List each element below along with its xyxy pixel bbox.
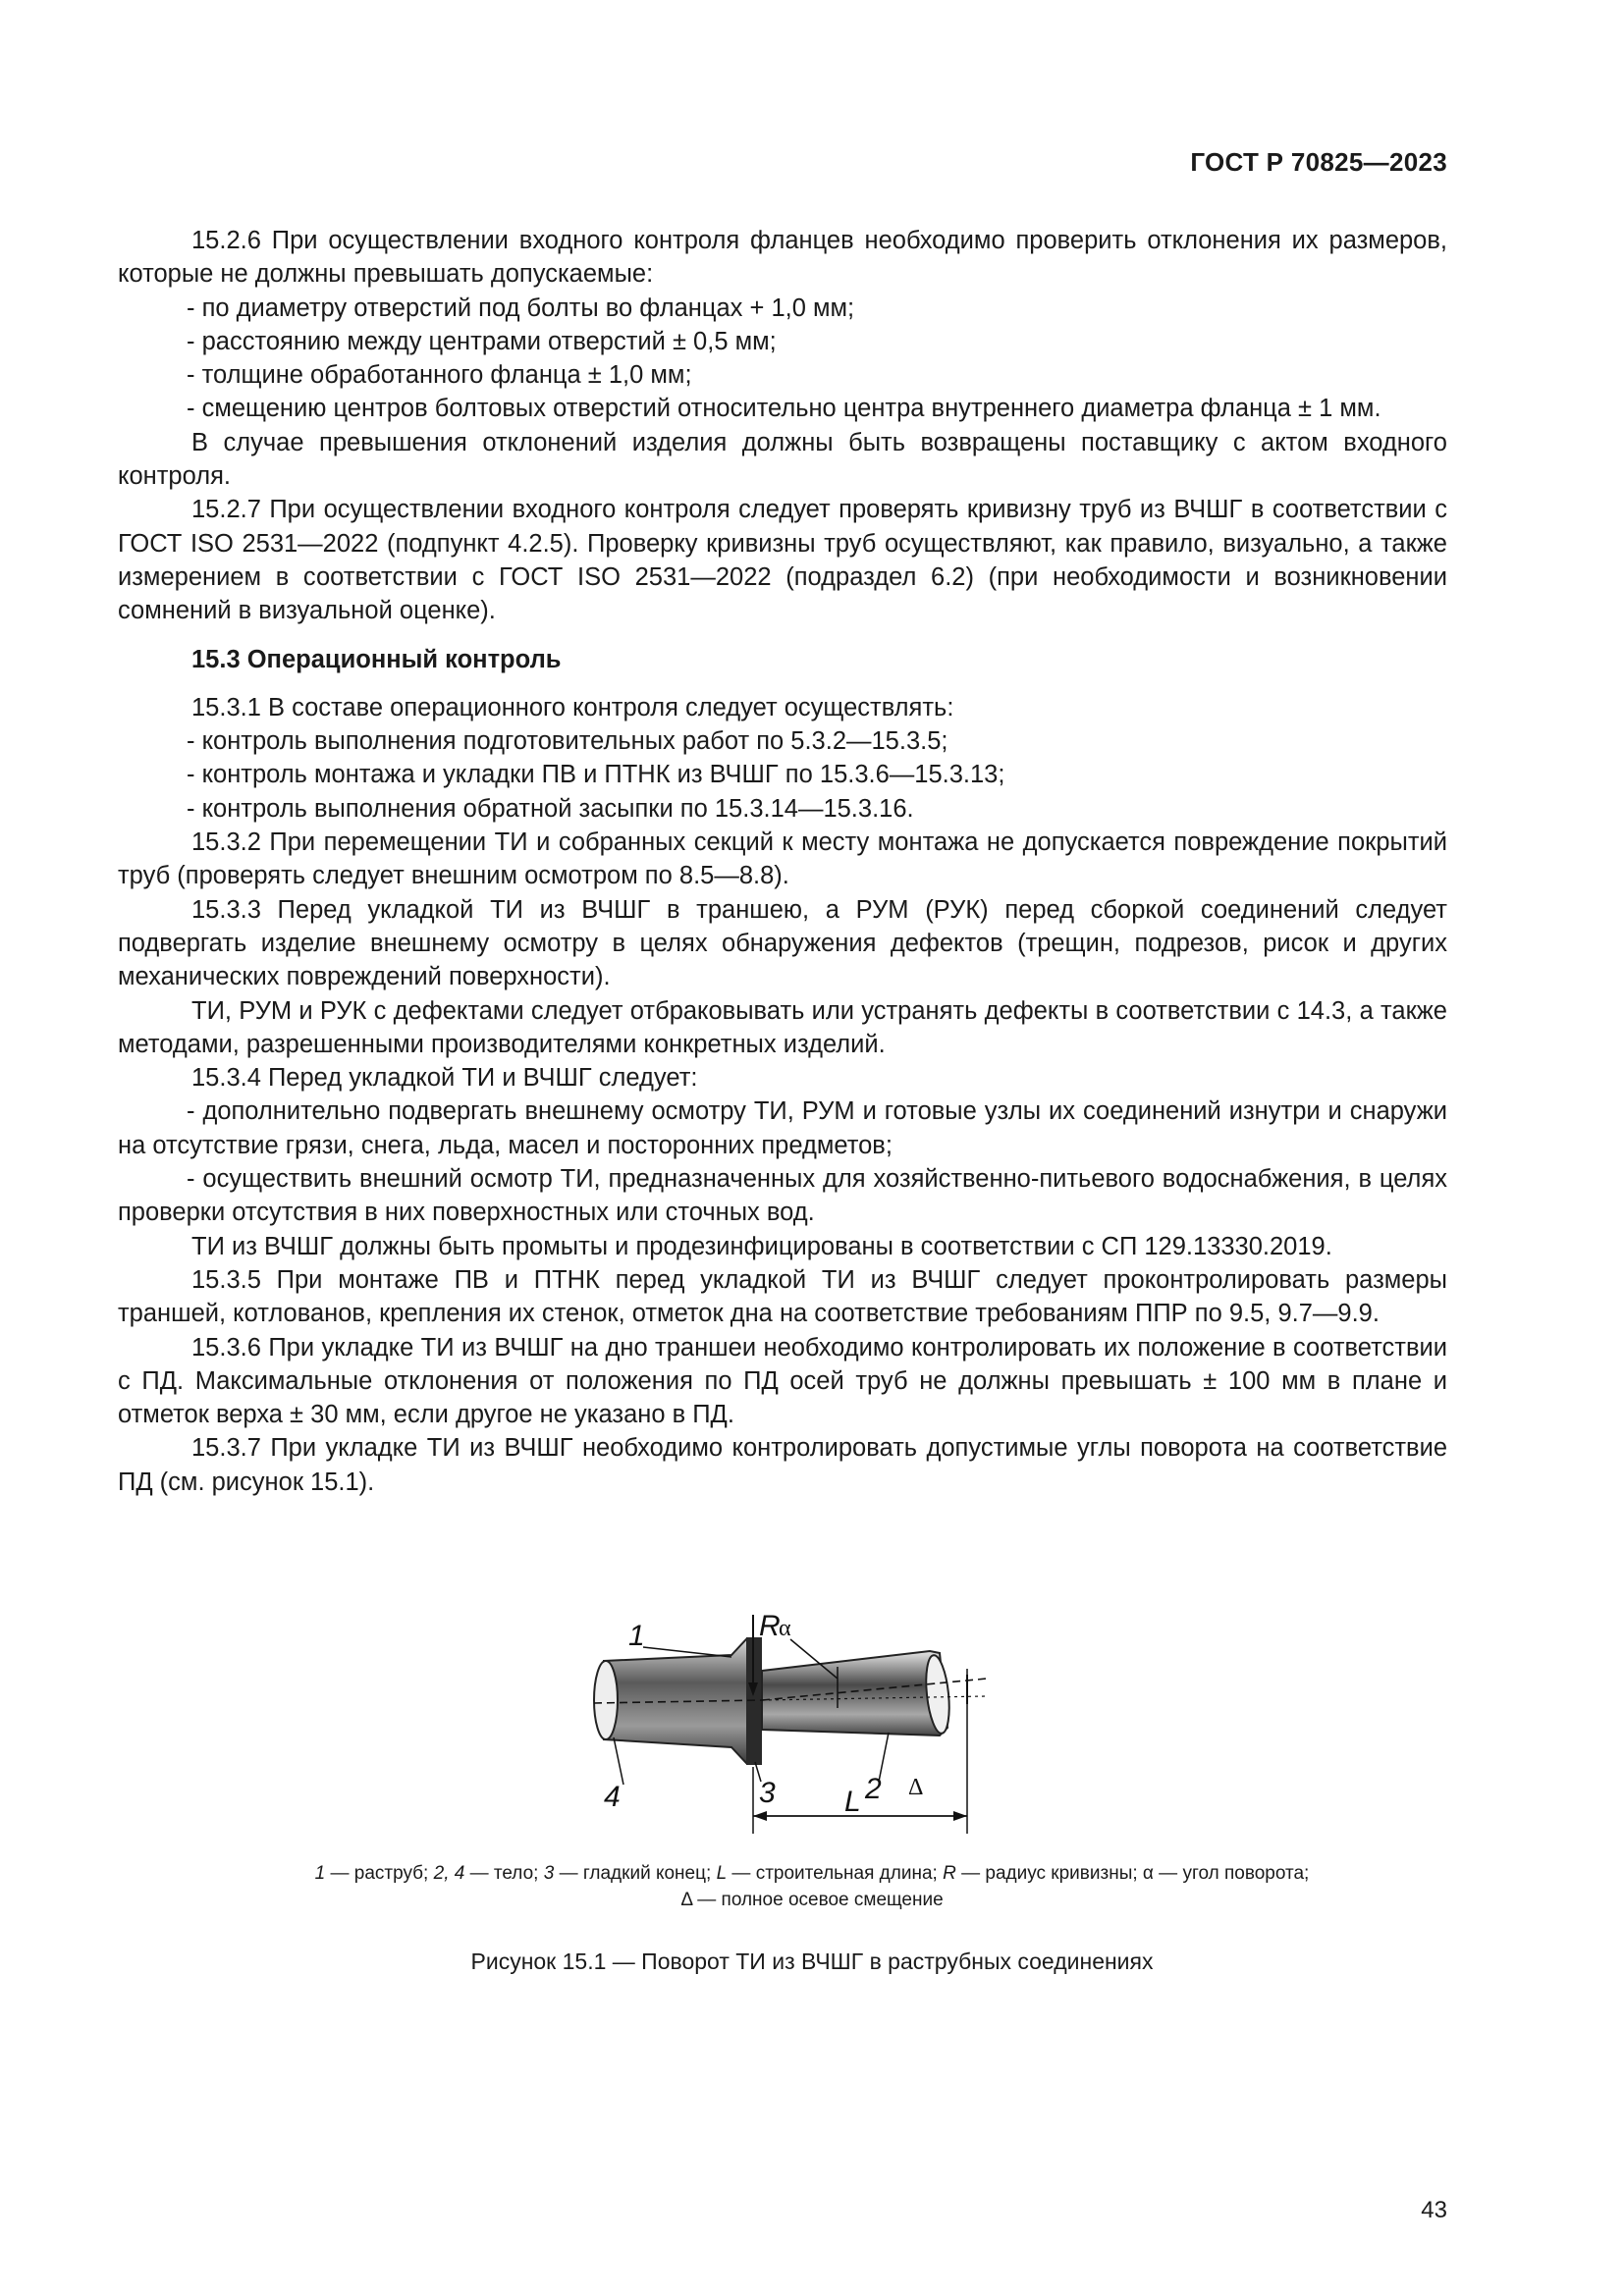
legend-key: 1 bbox=[314, 1863, 326, 1884]
figure-legend bbox=[118, 1860, 1506, 1913]
figure-label-r: R bbox=[759, 1610, 781, 1642]
figure-label-2: 2 bbox=[865, 1773, 882, 1805]
legend-key: R bbox=[943, 1863, 956, 1884]
pipe-open-end bbox=[594, 1661, 618, 1739]
figure-label-4: 4 bbox=[604, 1781, 621, 1813]
list-item: - осуществить внешний осмотр ТИ, предназначенных для хозяйственно-питьевого водоснабжения, в целях проверки отсутствия в них поверхностных или сточных вод. bbox=[118, 1165, 1447, 1227]
figure-label-delta: Δ bbox=[908, 1775, 924, 1800]
length-arrow-right bbox=[953, 1811, 967, 1821]
list-item: - контроль выполнения обратной засыпки по 15.3.14—15.3.16. bbox=[187, 794, 914, 823]
paragraph-15-3-2: 15.3.2 При перемещении ТИ и собранных секций к месту монтажа не допускается повреждение покрытий труб (проверять следует внешним осмотром по 8.5—8.8). bbox=[118, 828, 1447, 890]
paragraph-15-3-5: 15.3.5 При монтаже ПВ и ПТНК перед укладкой ТИ из ВЧШГ следует проконтролировать размеры траншей, котлованов, крепления их стенок, отметок дна на соответствие требованиям ППР по 9.5, 9.7—9.9. bbox=[118, 1265, 1447, 1328]
paragraph-15-3-7: 15.3.7 При укладке ТИ из ВЧШГ необходимо контролировать допустимые углы поворота на соответствие ПД (см. рисунок 15.1). bbox=[118, 1434, 1447, 1496]
length-arrow-left bbox=[753, 1811, 767, 1821]
figure-15-1 bbox=[584, 1610, 997, 1836]
legend-key: Δ bbox=[680, 1890, 692, 1910]
legend-line-2 bbox=[118, 1887, 1506, 1913]
paragraph: ТИ, РУМ и РУК с дефектами следует отбраковывать или устранять дефекты в соответствии с 14.3, а также методами, разрешенными производителями конкретных изделий. bbox=[118, 996, 1447, 1058]
legend-text: — радиус кривизны; bbox=[955, 1863, 1143, 1884]
legend-line-1 bbox=[118, 1860, 1506, 1887]
list-item: - расстоянию между центрами отверстий ± 0,5 мм; bbox=[187, 327, 777, 355]
legend-key: 3 bbox=[543, 1863, 555, 1884]
legend-text: — тело; bbox=[464, 1863, 544, 1884]
list-item: - смещению центров болтовых отверстий относительно центра внутреннего диаметра фланца ± 1 мм. bbox=[187, 395, 1381, 423]
paragraph-15-3-1: 15.3.1 В составе операционного контроля следует осуществлять: bbox=[191, 693, 954, 721]
legend-text: — раструб; bbox=[325, 1863, 434, 1884]
legend-text: — угол поворота; bbox=[1153, 1863, 1310, 1884]
list-item: - контроль монтажа и укладки ПВ и ПТНК из ВЧШГ по 15.3.6—15.3.13; bbox=[187, 761, 1005, 789]
page-number: 43 bbox=[1421, 2197, 1447, 2223]
legend-text: — гладкий конец; bbox=[554, 1863, 717, 1884]
list-item: - толщине обработанного фланца ± 1,0 мм; bbox=[187, 361, 692, 390]
legend-text: — полное осевое смещение bbox=[691, 1890, 944, 1910]
paragraph-15-3-4: 15.3.4 Перед укладкой ТИ и ВЧШГ следует: bbox=[191, 1064, 698, 1093]
paragraph-15-3-6: 15.3.6 При укладке ТИ из ВЧШГ на дно траншеи необходимо контролировать их положение в соответствии с ПД. Максимальные отклонения от положения по ПД осей труб не должны превышать ± 100 мм в плане и отметок верха ± 30 мм, если другое не указано в ПД. bbox=[118, 1333, 1447, 1429]
pipe-body-right bbox=[762, 1651, 947, 1735]
list-item: - контроль выполнения подготовительных работ по 5.3.2—15.3.5; bbox=[187, 727, 948, 756]
list-item: - дополнительно подвергать внешнему осмотру ТИ, РУМ и готовые узлы их соединений изнутри и снаружи на отсутствие грязи, снега, льда, масел и посторонних предметов; bbox=[118, 1097, 1447, 1159]
figure-label-alpha: α bbox=[779, 1616, 791, 1641]
legend-key: L bbox=[716, 1863, 728, 1884]
section-title-15-3: 15.3 Операционный контроль bbox=[191, 645, 562, 673]
paragraph-15-3-3: 15.3.3 Перед укладкой ТИ из ВЧШГ в траншею, а РУМ (РУК) перед сборкой соединений следует подвергать изделие внешнему осмотру в целях обнаружения дефектов (трещин, подрезов, рисок и других механических повреждений поверхности). bbox=[118, 895, 1447, 991]
paragraph: В случае превышения отклонений изделия должны быть возвращены поставщику с актом входного контроля. bbox=[118, 428, 1447, 491]
document-code: ГОСТ Р 70825—2023 bbox=[1190, 147, 1447, 177]
figure-label-1: 1 bbox=[628, 1620, 645, 1652]
legend-key: α bbox=[1142, 1863, 1154, 1884]
list-item: - по диаметру отверстий под болты во фланцах + 1,0 мм; bbox=[187, 294, 855, 322]
legend-key: 2, 4 bbox=[433, 1863, 465, 1884]
leader-1 bbox=[643, 1647, 731, 1657]
figure-label-l: L bbox=[844, 1786, 861, 1818]
leader-4 bbox=[614, 1737, 623, 1785]
pipe-joint-drawing bbox=[584, 1610, 997, 1836]
paragraph-15-2-7: 15.2.7 При осуществлении входного контроля следует проверять кривизну труб из ВЧШГ в соответствии с ГОСТ ISO 2531—2022 (подпункт 4.2.5). Проверку кривизны труб осуществляют, как правило, визуально, а также измерением в соответствии с ГОСТ ISO 2531—2022 (подраздел 6.2) (при необходимости и возникновении сомнений в визуальной оценке). bbox=[118, 496, 1447, 625]
figure-label-3: 3 bbox=[759, 1777, 776, 1809]
legend-text: — строительная длина; bbox=[727, 1863, 944, 1884]
paragraph: ТИ из ВЧШГ должны быть промыты и продезинфицированы в соответствии с СП 129.13330.2019. bbox=[191, 1232, 1332, 1260]
main-text bbox=[118, 224, 1447, 1499]
paragraph-15-2-6: 15.2.6 При осуществлении входного контроля фланцев необходимо проверить отклонения их размеров, которые не должны превышать допускаемые: bbox=[118, 227, 1447, 289]
figure-title: Рисунок 15.1 — Поворот ТИ из ВЧШГ в раструбных соединениях bbox=[470, 1949, 1154, 1974]
